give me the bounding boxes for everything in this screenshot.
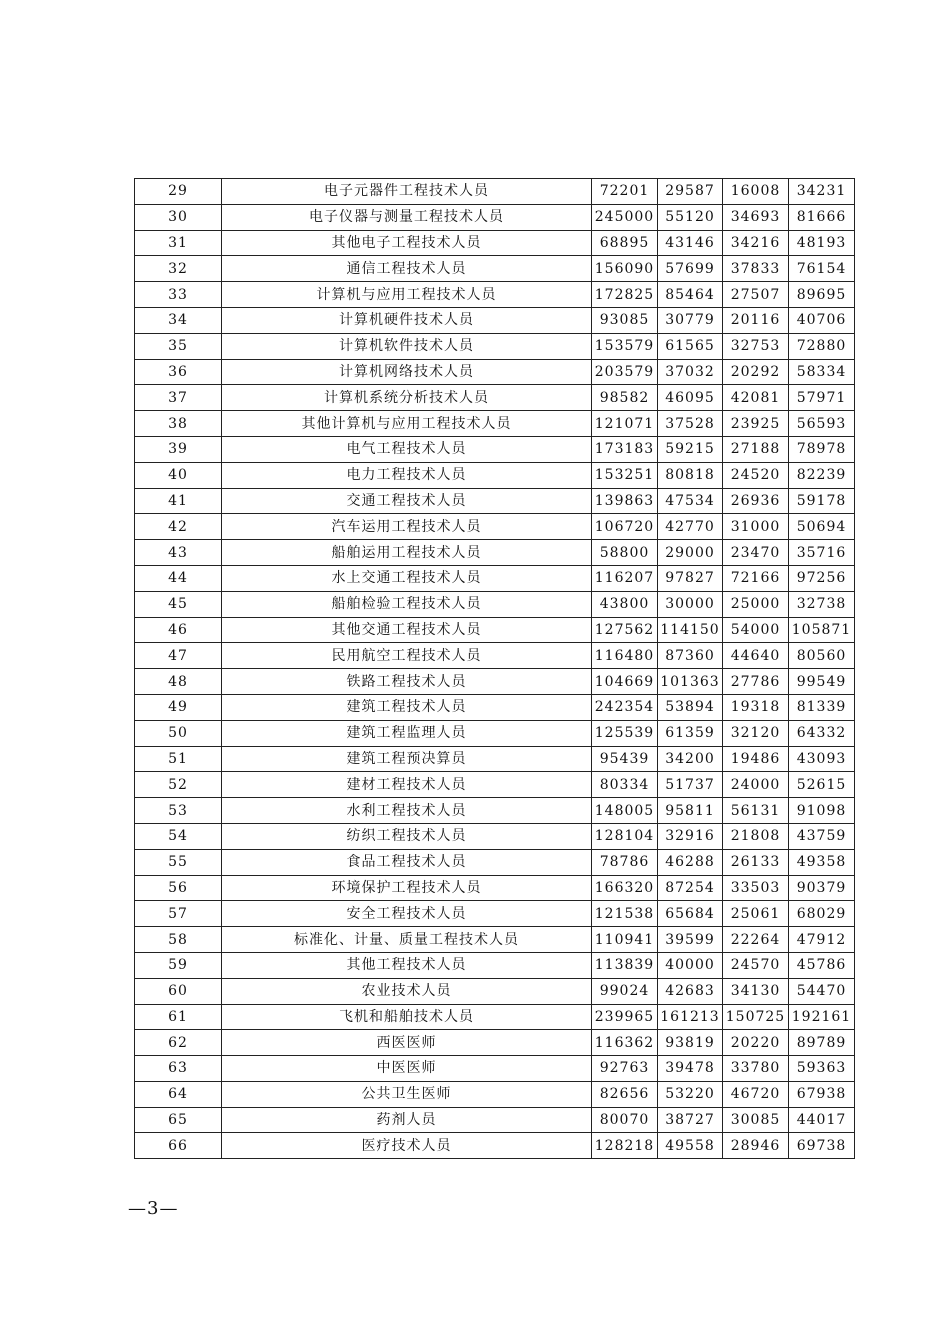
value-cell: 38727 bbox=[658, 1107, 723, 1133]
row-number-cell: 56 bbox=[135, 875, 222, 901]
table-row bbox=[135, 798, 855, 824]
value-cell: 35716 bbox=[789, 540, 855, 566]
value-cell: 89695 bbox=[789, 282, 855, 308]
occupation-cell: 其他工程技术人员 bbox=[222, 952, 592, 978]
row-number-cell: 30 bbox=[135, 204, 222, 230]
row-number-cell: 54 bbox=[135, 823, 222, 849]
value-cell: 26936 bbox=[723, 488, 789, 514]
value-cell: 72201 bbox=[592, 179, 658, 205]
value-cell: 49358 bbox=[789, 849, 855, 875]
table-row bbox=[135, 333, 855, 359]
table-body bbox=[135, 179, 855, 1159]
value-cell: 54000 bbox=[723, 617, 789, 643]
value-cell: 95439 bbox=[592, 746, 658, 772]
table-row bbox=[135, 617, 855, 643]
table-row bbox=[135, 514, 855, 540]
occupation-cell: 西医医师 bbox=[222, 1030, 592, 1056]
value-cell: 34200 bbox=[658, 746, 723, 772]
value-cell: 78978 bbox=[789, 436, 855, 462]
occupation-cell: 标准化、计量、质量工程技术人员 bbox=[222, 927, 592, 953]
occupation-cell: 建筑工程监理人员 bbox=[222, 720, 592, 746]
value-cell: 43146 bbox=[658, 230, 723, 256]
value-cell: 101363 bbox=[658, 669, 723, 695]
value-cell: 20292 bbox=[723, 359, 789, 385]
value-cell: 43093 bbox=[789, 746, 855, 772]
value-cell: 156090 bbox=[592, 256, 658, 282]
occupation-cell: 其他计算机与应用工程技术人员 bbox=[222, 411, 592, 437]
value-cell: 128218 bbox=[592, 1133, 658, 1159]
value-cell: 139863 bbox=[592, 488, 658, 514]
value-cell: 44640 bbox=[723, 643, 789, 669]
value-cell: 121071 bbox=[592, 411, 658, 437]
value-cell: 34130 bbox=[723, 978, 789, 1004]
table-row bbox=[135, 179, 855, 205]
occupation-cell: 计算机硬件技术人员 bbox=[222, 307, 592, 333]
value-cell: 59215 bbox=[658, 436, 723, 462]
value-cell: 72880 bbox=[789, 333, 855, 359]
value-cell: 87360 bbox=[658, 643, 723, 669]
value-cell: 93819 bbox=[658, 1030, 723, 1056]
table-row bbox=[135, 1030, 855, 1056]
table-row bbox=[135, 436, 855, 462]
row-number-cell: 38 bbox=[135, 411, 222, 437]
value-cell: 92763 bbox=[592, 1056, 658, 1082]
value-cell: 89789 bbox=[789, 1030, 855, 1056]
value-cell: 113839 bbox=[592, 952, 658, 978]
row-number-cell: 33 bbox=[135, 282, 222, 308]
value-cell: 29000 bbox=[658, 540, 723, 566]
value-cell: 65684 bbox=[658, 901, 723, 927]
value-cell: 42081 bbox=[723, 385, 789, 411]
occupation-cell: 建材工程技术人员 bbox=[222, 772, 592, 798]
value-cell: 242354 bbox=[592, 694, 658, 720]
row-number-cell: 60 bbox=[135, 978, 222, 1004]
value-cell: 19486 bbox=[723, 746, 789, 772]
value-cell: 161213 bbox=[658, 1004, 723, 1030]
value-cell: 20116 bbox=[723, 307, 789, 333]
value-cell: 44017 bbox=[789, 1107, 855, 1133]
occupation-cell: 中医医师 bbox=[222, 1056, 592, 1082]
row-number-cell: 32 bbox=[135, 256, 222, 282]
table-row bbox=[135, 591, 855, 617]
row-number-cell: 66 bbox=[135, 1133, 222, 1159]
table-row bbox=[135, 927, 855, 953]
value-cell: 39478 bbox=[658, 1056, 723, 1082]
value-cell: 47912 bbox=[789, 927, 855, 953]
value-cell: 54470 bbox=[789, 978, 855, 1004]
value-cell: 53894 bbox=[658, 694, 723, 720]
value-cell: 51737 bbox=[658, 772, 723, 798]
value-cell: 99549 bbox=[789, 669, 855, 695]
value-cell: 172825 bbox=[592, 282, 658, 308]
occupation-cell: 药剂人员 bbox=[222, 1107, 592, 1133]
value-cell: 203579 bbox=[592, 359, 658, 385]
occupation-cell: 食品工程技术人员 bbox=[222, 849, 592, 875]
value-cell: 47534 bbox=[658, 488, 723, 514]
value-cell: 37528 bbox=[658, 411, 723, 437]
value-cell: 116480 bbox=[592, 643, 658, 669]
value-cell: 25000 bbox=[723, 591, 789, 617]
value-cell: 20220 bbox=[723, 1030, 789, 1056]
row-number-cell: 59 bbox=[135, 952, 222, 978]
occupation-cell: 电力工程技术人员 bbox=[222, 462, 592, 488]
occupation-cell: 计算机软件技术人员 bbox=[222, 333, 592, 359]
table-row bbox=[135, 901, 855, 927]
value-cell: 97827 bbox=[658, 565, 723, 591]
value-cell: 127562 bbox=[592, 617, 658, 643]
value-cell: 22264 bbox=[723, 927, 789, 953]
value-cell: 72166 bbox=[723, 565, 789, 591]
occupation-cell: 纺织工程技术人员 bbox=[222, 823, 592, 849]
occupation-cell: 环境保护工程技术人员 bbox=[222, 875, 592, 901]
value-cell: 104669 bbox=[592, 669, 658, 695]
value-cell: 90379 bbox=[789, 875, 855, 901]
value-cell: 23925 bbox=[723, 411, 789, 437]
value-cell: 57699 bbox=[658, 256, 723, 282]
table-row bbox=[135, 643, 855, 669]
table-row bbox=[135, 540, 855, 566]
value-cell: 97256 bbox=[789, 565, 855, 591]
value-cell: 99024 bbox=[592, 978, 658, 1004]
value-cell: 34693 bbox=[723, 204, 789, 230]
row-number-cell: 36 bbox=[135, 359, 222, 385]
value-cell: 87254 bbox=[658, 875, 723, 901]
value-cell: 64332 bbox=[789, 720, 855, 746]
value-cell: 81666 bbox=[789, 204, 855, 230]
occupation-cell: 其他交通工程技术人员 bbox=[222, 617, 592, 643]
occupation-cell: 农业技术人员 bbox=[222, 978, 592, 1004]
value-cell: 56131 bbox=[723, 798, 789, 824]
value-cell: 61565 bbox=[658, 333, 723, 359]
value-cell: 121538 bbox=[592, 901, 658, 927]
value-cell: 81339 bbox=[789, 694, 855, 720]
row-number-cell: 40 bbox=[135, 462, 222, 488]
row-number-cell: 50 bbox=[135, 720, 222, 746]
table-row bbox=[135, 952, 855, 978]
row-number-cell: 48 bbox=[135, 669, 222, 695]
table-row bbox=[135, 823, 855, 849]
value-cell: 91098 bbox=[789, 798, 855, 824]
value-cell: 67938 bbox=[789, 1081, 855, 1107]
occupation-cell: 建筑工程技术人员 bbox=[222, 694, 592, 720]
occupation-cell: 汽车运用工程技术人员 bbox=[222, 514, 592, 540]
table-row bbox=[135, 488, 855, 514]
table-row bbox=[135, 385, 855, 411]
table-row bbox=[135, 230, 855, 256]
value-cell: 32753 bbox=[723, 333, 789, 359]
occupation-cell: 通信工程技术人员 bbox=[222, 256, 592, 282]
value-cell: 128104 bbox=[592, 823, 658, 849]
value-cell: 76154 bbox=[789, 256, 855, 282]
value-cell: 148005 bbox=[592, 798, 658, 824]
value-cell: 46095 bbox=[658, 385, 723, 411]
occupation-cell: 建筑工程预决算员 bbox=[222, 746, 592, 772]
value-cell: 61359 bbox=[658, 720, 723, 746]
value-cell: 45786 bbox=[789, 952, 855, 978]
row-number-cell: 46 bbox=[135, 617, 222, 643]
table-row bbox=[135, 746, 855, 772]
value-cell: 27507 bbox=[723, 282, 789, 308]
value-cell: 85464 bbox=[658, 282, 723, 308]
value-cell: 106720 bbox=[592, 514, 658, 540]
value-cell: 78786 bbox=[592, 849, 658, 875]
value-cell: 114150 bbox=[658, 617, 723, 643]
value-cell: 40706 bbox=[789, 307, 855, 333]
occupation-cell: 铁路工程技术人员 bbox=[222, 669, 592, 695]
value-cell: 53220 bbox=[658, 1081, 723, 1107]
value-cell: 29587 bbox=[658, 179, 723, 205]
table-row bbox=[135, 1081, 855, 1107]
value-cell: 32120 bbox=[723, 720, 789, 746]
value-cell: 82656 bbox=[592, 1081, 658, 1107]
value-cell: 52615 bbox=[789, 772, 855, 798]
occupation-cell: 交通工程技术人员 bbox=[222, 488, 592, 514]
value-cell: 31000 bbox=[723, 514, 789, 540]
row-number-cell: 44 bbox=[135, 565, 222, 591]
value-cell: 46288 bbox=[658, 849, 723, 875]
value-cell: 34231 bbox=[789, 179, 855, 205]
value-cell: 23470 bbox=[723, 540, 789, 566]
value-cell: 245000 bbox=[592, 204, 658, 230]
value-cell: 80334 bbox=[592, 772, 658, 798]
table-row bbox=[135, 256, 855, 282]
value-cell: 58800 bbox=[592, 540, 658, 566]
value-cell: 24570 bbox=[723, 952, 789, 978]
value-cell: 69738 bbox=[789, 1133, 855, 1159]
value-cell: 33503 bbox=[723, 875, 789, 901]
row-number-cell: 42 bbox=[135, 514, 222, 540]
occupation-cell: 飞机和船舶技术人员 bbox=[222, 1004, 592, 1030]
value-cell: 32738 bbox=[789, 591, 855, 617]
value-cell: 42683 bbox=[658, 978, 723, 1004]
value-cell: 173183 bbox=[592, 436, 658, 462]
value-cell: 98582 bbox=[592, 385, 658, 411]
occupation-cell: 医疗技术人员 bbox=[222, 1133, 592, 1159]
value-cell: 37032 bbox=[658, 359, 723, 385]
value-cell: 32916 bbox=[658, 823, 723, 849]
row-number-cell: 34 bbox=[135, 307, 222, 333]
value-cell: 33780 bbox=[723, 1056, 789, 1082]
value-cell: 30000 bbox=[658, 591, 723, 617]
table-row bbox=[135, 978, 855, 1004]
row-number-cell: 35 bbox=[135, 333, 222, 359]
value-cell: 59178 bbox=[789, 488, 855, 514]
table-row bbox=[135, 772, 855, 798]
row-number-cell: 41 bbox=[135, 488, 222, 514]
occupation-cell: 船舶检验工程技术人员 bbox=[222, 591, 592, 617]
occupation-cell: 电子仪器与测量工程技术人员 bbox=[222, 204, 592, 230]
value-cell: 43800 bbox=[592, 591, 658, 617]
occupation-cell: 船舶运用工程技术人员 bbox=[222, 540, 592, 566]
value-cell: 24000 bbox=[723, 772, 789, 798]
value-cell: 116207 bbox=[592, 565, 658, 591]
row-number-cell: 39 bbox=[135, 436, 222, 462]
occupation-cell: 电子元器件工程技术人员 bbox=[222, 179, 592, 205]
salary-table bbox=[134, 178, 855, 1159]
occupation-cell: 计算机与应用工程技术人员 bbox=[222, 282, 592, 308]
row-number-cell: 61 bbox=[135, 1004, 222, 1030]
table-row bbox=[135, 694, 855, 720]
value-cell: 125539 bbox=[592, 720, 658, 746]
value-cell: 116362 bbox=[592, 1030, 658, 1056]
value-cell: 25061 bbox=[723, 901, 789, 927]
value-cell: 58334 bbox=[789, 359, 855, 385]
occupation-cell: 其他电子工程技术人员 bbox=[222, 230, 592, 256]
row-number-cell: 29 bbox=[135, 179, 222, 205]
table-row bbox=[135, 282, 855, 308]
value-cell: 48193 bbox=[789, 230, 855, 256]
value-cell: 82239 bbox=[789, 462, 855, 488]
value-cell: 28946 bbox=[723, 1133, 789, 1159]
occupation-cell: 民用航空工程技术人员 bbox=[222, 643, 592, 669]
occupation-cell: 计算机系统分析技术人员 bbox=[222, 385, 592, 411]
value-cell: 34216 bbox=[723, 230, 789, 256]
table-row bbox=[135, 849, 855, 875]
value-cell: 27188 bbox=[723, 436, 789, 462]
row-number-cell: 51 bbox=[135, 746, 222, 772]
value-cell: 166320 bbox=[592, 875, 658, 901]
value-cell: 57971 bbox=[789, 385, 855, 411]
table-row bbox=[135, 669, 855, 695]
value-cell: 27786 bbox=[723, 669, 789, 695]
value-cell: 56593 bbox=[789, 411, 855, 437]
value-cell: 80818 bbox=[658, 462, 723, 488]
row-number-cell: 58 bbox=[135, 927, 222, 953]
page-number: —3— bbox=[128, 1198, 179, 1219]
value-cell: 39599 bbox=[658, 927, 723, 953]
table-row bbox=[135, 875, 855, 901]
row-number-cell: 37 bbox=[135, 385, 222, 411]
table-row bbox=[135, 411, 855, 437]
occupation-cell: 公共卫生医师 bbox=[222, 1081, 592, 1107]
table-row bbox=[135, 1107, 855, 1133]
table-row bbox=[135, 1056, 855, 1082]
value-cell: 49558 bbox=[658, 1133, 723, 1159]
value-cell: 80560 bbox=[789, 643, 855, 669]
occupation-cell: 计算机网络技术人员 bbox=[222, 359, 592, 385]
occupation-cell: 安全工程技术人员 bbox=[222, 901, 592, 927]
value-cell: 105871 bbox=[789, 617, 855, 643]
value-cell: 30779 bbox=[658, 307, 723, 333]
row-number-cell: 62 bbox=[135, 1030, 222, 1056]
row-number-cell: 47 bbox=[135, 643, 222, 669]
value-cell: 153251 bbox=[592, 462, 658, 488]
row-number-cell: 63 bbox=[135, 1056, 222, 1082]
value-cell: 46720 bbox=[723, 1081, 789, 1107]
table-row bbox=[135, 462, 855, 488]
value-cell: 68895 bbox=[592, 230, 658, 256]
row-number-cell: 65 bbox=[135, 1107, 222, 1133]
table-row bbox=[135, 720, 855, 746]
table-row bbox=[135, 359, 855, 385]
table-row bbox=[135, 204, 855, 230]
row-number-cell: 43 bbox=[135, 540, 222, 566]
row-number-cell: 53 bbox=[135, 798, 222, 824]
value-cell: 19318 bbox=[723, 694, 789, 720]
value-cell: 55120 bbox=[658, 204, 723, 230]
value-cell: 40000 bbox=[658, 952, 723, 978]
value-cell: 93085 bbox=[592, 307, 658, 333]
table-row bbox=[135, 565, 855, 591]
table-row bbox=[135, 307, 855, 333]
value-cell: 150725 bbox=[723, 1004, 789, 1030]
occupation-cell: 电气工程技术人员 bbox=[222, 436, 592, 462]
value-cell: 110941 bbox=[592, 927, 658, 953]
value-cell: 95811 bbox=[658, 798, 723, 824]
value-cell: 42770 bbox=[658, 514, 723, 540]
row-number-cell: 45 bbox=[135, 591, 222, 617]
row-number-cell: 57 bbox=[135, 901, 222, 927]
row-number-cell: 55 bbox=[135, 849, 222, 875]
value-cell: 37833 bbox=[723, 256, 789, 282]
value-cell: 24520 bbox=[723, 462, 789, 488]
value-cell: 30085 bbox=[723, 1107, 789, 1133]
value-cell: 43759 bbox=[789, 823, 855, 849]
value-cell: 21808 bbox=[723, 823, 789, 849]
value-cell: 26133 bbox=[723, 849, 789, 875]
occupation-cell: 水上交通工程技术人员 bbox=[222, 565, 592, 591]
occupation-cell: 水利工程技术人员 bbox=[222, 798, 592, 824]
row-number-cell: 64 bbox=[135, 1081, 222, 1107]
table-row bbox=[135, 1004, 855, 1030]
value-cell: 192161 bbox=[789, 1004, 855, 1030]
table-row bbox=[135, 1133, 855, 1159]
value-cell: 16008 bbox=[723, 179, 789, 205]
value-cell: 153579 bbox=[592, 333, 658, 359]
value-cell: 80070 bbox=[592, 1107, 658, 1133]
value-cell: 239965 bbox=[592, 1004, 658, 1030]
value-cell: 59363 bbox=[789, 1056, 855, 1082]
row-number-cell: 31 bbox=[135, 230, 222, 256]
value-cell: 68029 bbox=[789, 901, 855, 927]
value-cell: 50694 bbox=[789, 514, 855, 540]
row-number-cell: 52 bbox=[135, 772, 222, 798]
row-number-cell: 49 bbox=[135, 694, 222, 720]
